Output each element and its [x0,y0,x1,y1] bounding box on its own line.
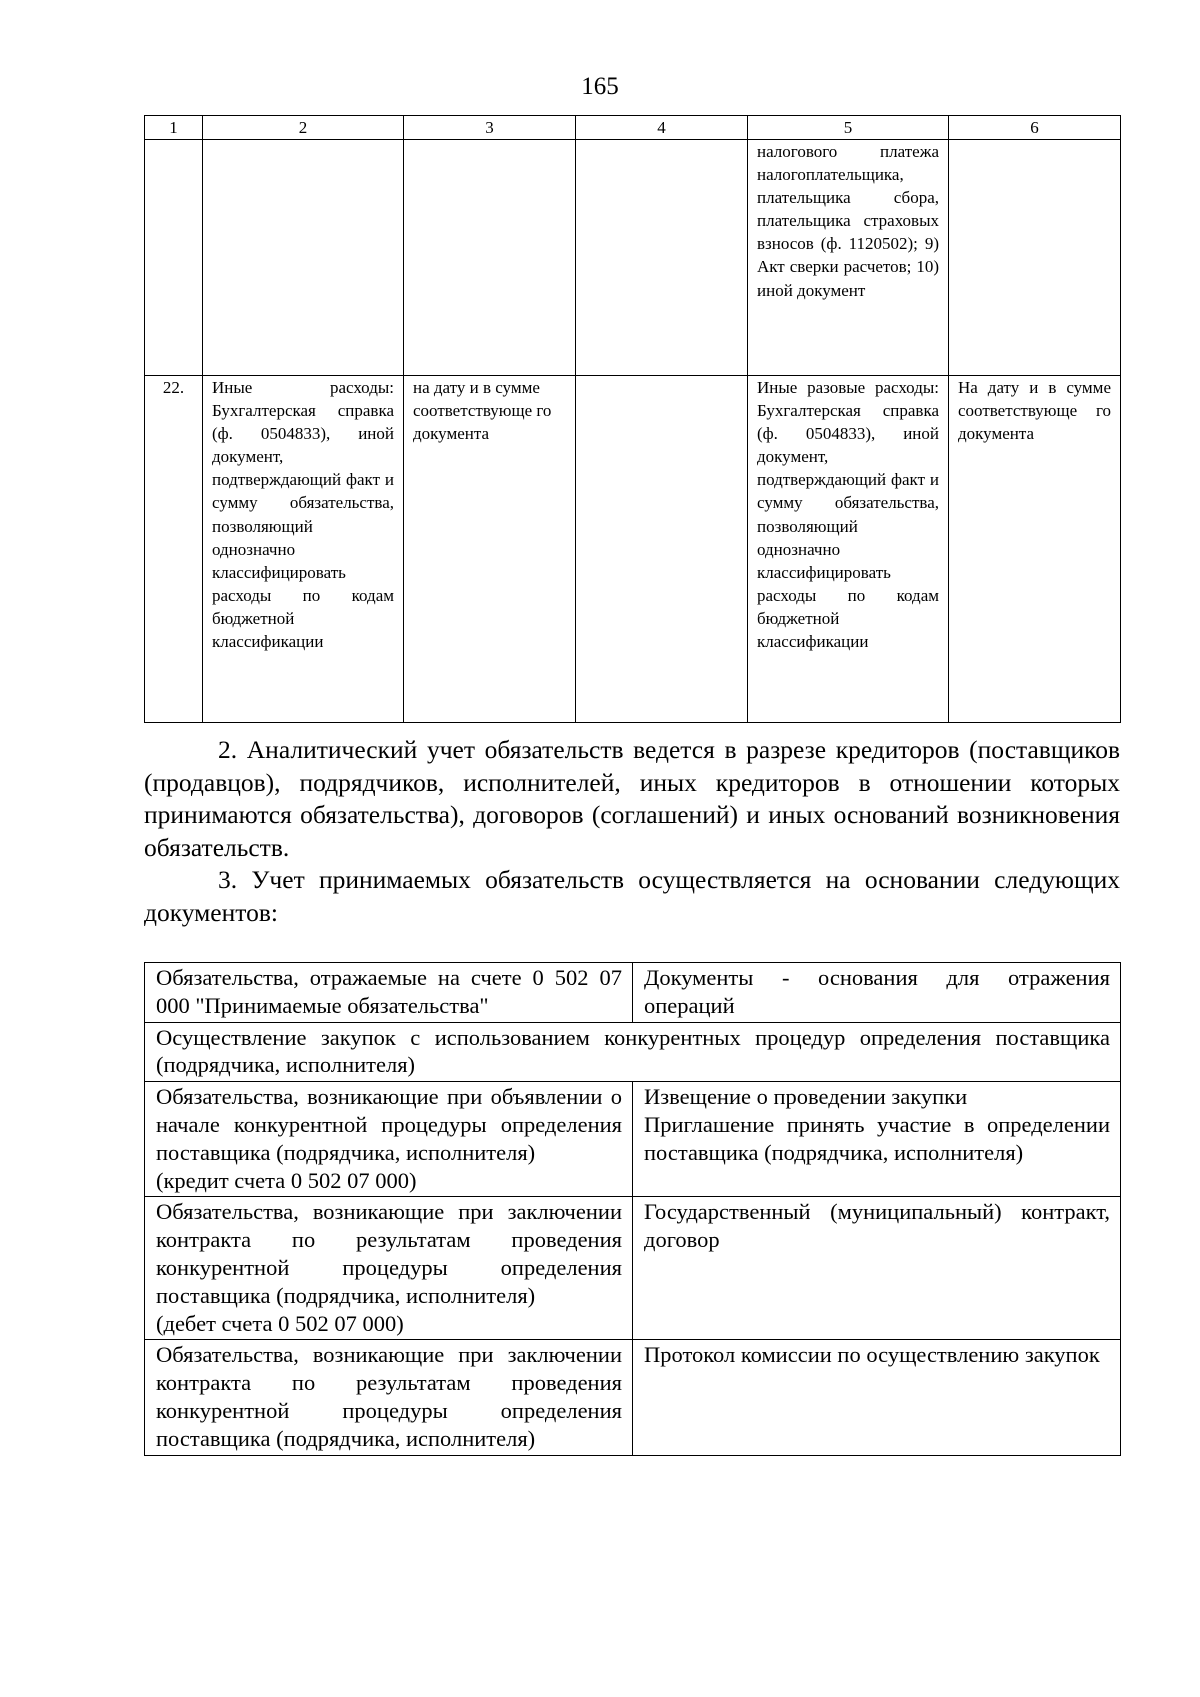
obligation-cell [145,1082,633,1197]
table-row [145,1340,1121,1455]
table-row [145,1197,1121,1340]
table-row [145,1082,1121,1197]
obligation-cell [145,1197,633,1340]
column-number-2: 2 [203,116,404,140]
continued-documents-cell: налогового платежа налогоплательщика, плательщика сбора, плательщика страховых взносов (ф. 1120502); 9) Акт сверки расчетов; 10) иной документ [748,140,949,376]
table-header-row [145,116,1121,140]
documents-cell: Иные разовые расходы: Бухгалтерская справка (ф. 0504833), иной документ, подтверждающий факт и сумму обязательства, позволяющий однозначно классифицировать расходы по кодам бюджетной классификации [748,376,949,723]
expense-documents-table [144,115,1121,723]
paragraph-2: 2. Аналитический учет обязательств ведется в разрезе кредиторов (поставщиков (продавцов), подрядчиков, исполнителей, иных кредиторов в отношении которых принимаются обязательства), договоров (соглашений) и иных оснований возникновения обязательств. [144,735,1120,862]
column-number-6: 6 [949,116,1121,140]
page-number: 165 [581,73,619,100]
section-row [145,1022,1121,1082]
paragraph-3: 3. Учет принимаемых обязательств осуществляется на основании следующих документов: [144,865,1120,927]
empty-cell [576,376,748,723]
section-title: Осуществление закупок с использованием конкурентных процедур определения поставщика (подрядчика, исполнителя) [145,1022,1121,1082]
obligation-text: Обязательства, возникающие при объявлении о начале конкурентной процедуры определения поставщика (подрядчика, исполнителя) [156,1084,622,1165]
document-cell: Государственный (муниципальный) контракт, договор [633,1197,1121,1340]
recognition-amount-cell: На дату и в сумме соответствующе го документа [949,376,1121,723]
obligation-cell: Обязательства, возникающие при заключении контракта по результатам проведения конкурентной процедуры определения поставщика (подрядчика, исполнителя) [145,1340,633,1455]
obligations-documents-table [144,962,1121,1456]
documents-header: Документы - основания для отражения операций [633,963,1121,1023]
document-cell: Протокол комиссии по осуществлению закупок [633,1340,1121,1455]
account-note: (кредит счета 0 502 07 000) [156,1167,417,1193]
column-number-1: 1 [145,116,203,140]
recognition-moment-cell: на дату и в сумме соответствующе го документа [404,376,576,723]
document-cell [633,1082,1121,1197]
column-number-3: 3 [404,116,576,140]
row-number: 22. [145,376,203,723]
account-note: (дебет счета 0 502 07 000) [156,1310,404,1336]
column-number-4: 4 [576,116,748,140]
column-number-5: 5 [748,116,949,140]
obligation-text: Обязательства, возникающие при заключении контракта по результатам проведения конкурентной процедуры определения поставщика (подрядчика, исполнителя) [156,1199,622,1308]
document-line: Извещение о проведении закупки [644,1084,968,1110]
table-row [145,376,1121,723]
obligations-header: Обязательства, отражаемые на счете 0 502 07 000 "Принимаемые обязательства" [145,963,633,1023]
document-line: Приглашение принять участие в определении поставщика (подрядчика, исполнителя) [644,1111,1110,1165]
table-row [145,140,1121,376]
obligation-type-cell: Иные расходы: Бухгалтерская справка (ф. 0504833), иной документ, подтверждающий факт и сумму обязательства, позволяющий однозначно классифицировать расходы по кодам бюджетной классификации [203,376,404,723]
table-header-row [145,963,1121,1023]
